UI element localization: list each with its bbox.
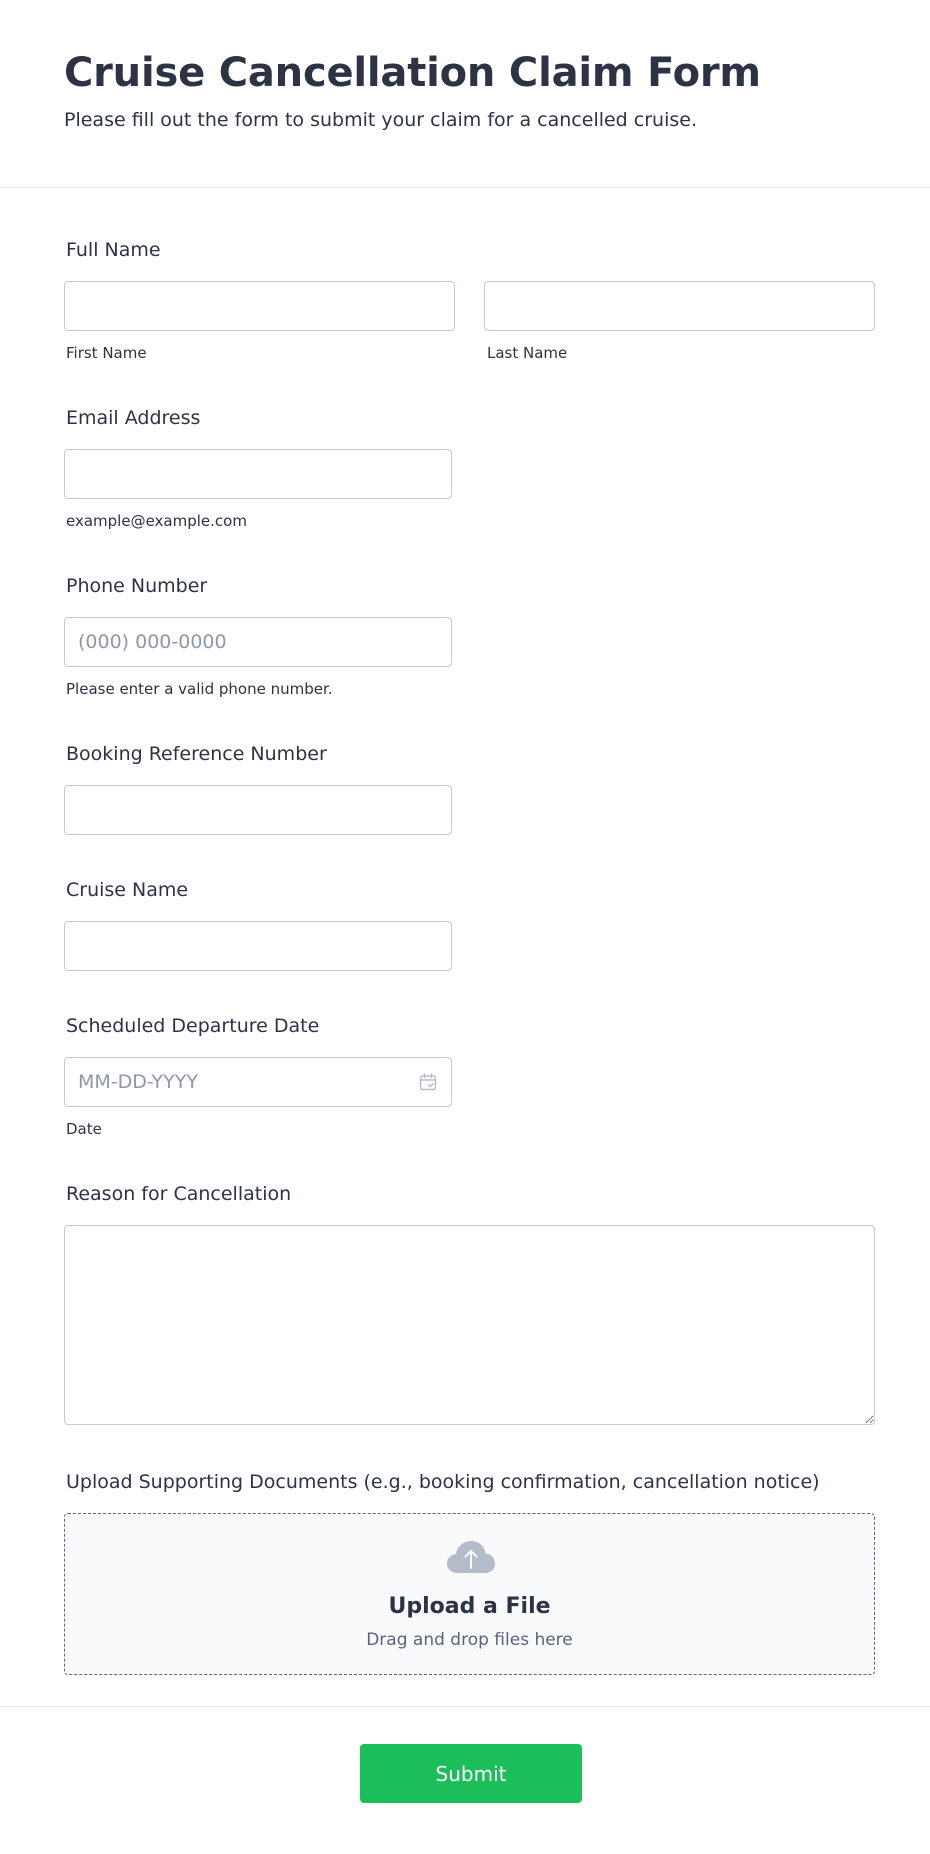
first-name-sublabel: First Name: [66, 344, 147, 362]
upload-label: Upload Supporting Documents (e.g., booking confirmation, cancellation notice): [66, 1471, 820, 1493]
departure-date-sublabel: Date: [66, 1120, 102, 1138]
first-name-input[interactable]: [64, 281, 455, 331]
upload-dropzone[interactable]: [64, 1513, 875, 1675]
departure-date-label: Scheduled Departure Date: [66, 1015, 320, 1037]
full-name-label: Full Name: [66, 239, 161, 261]
phone-sublabel: Please enter a valid phone number.: [66, 680, 333, 698]
phone-input[interactable]: [64, 617, 452, 667]
departure-date-input[interactable]: [64, 1057, 452, 1107]
last-name-sublabel: Last Name: [487, 344, 568, 362]
email-input[interactable]: [64, 449, 452, 499]
cruise-name-label: Cruise Name: [66, 879, 189, 901]
form-header: [0, 0, 930, 188]
submit-button[interactable]: Submit: [360, 1744, 582, 1803]
last-name-input[interactable]: [484, 281, 875, 331]
email-sublabel: example@example.com: [66, 512, 247, 530]
cloud-upload-icon: [446, 1540, 496, 1574]
calendar-icon[interactable]: [419, 1073, 437, 1091]
form-subtitle: Please fill out the form to submit your claim for a cancelled cruise.: [64, 109, 697, 131]
reason-label: Reason for Cancellation: [66, 1183, 292, 1205]
booking-ref-input[interactable]: [64, 785, 452, 835]
booking-ref-label: Booking Reference Number: [66, 743, 327, 765]
upload-title: Upload a File: [388, 1594, 551, 1619]
email-label: Email Address: [66, 407, 201, 429]
upload-hint: Drag and drop files here: [366, 1630, 573, 1650]
cruise-name-input[interactable]: [64, 921, 452, 971]
phone-label: Phone Number: [66, 575, 208, 597]
form-title: Cruise Cancellation Claim Form: [64, 50, 761, 96]
reason-textarea[interactable]: [64, 1225, 875, 1425]
footer-divider: [0, 1706, 930, 1707]
